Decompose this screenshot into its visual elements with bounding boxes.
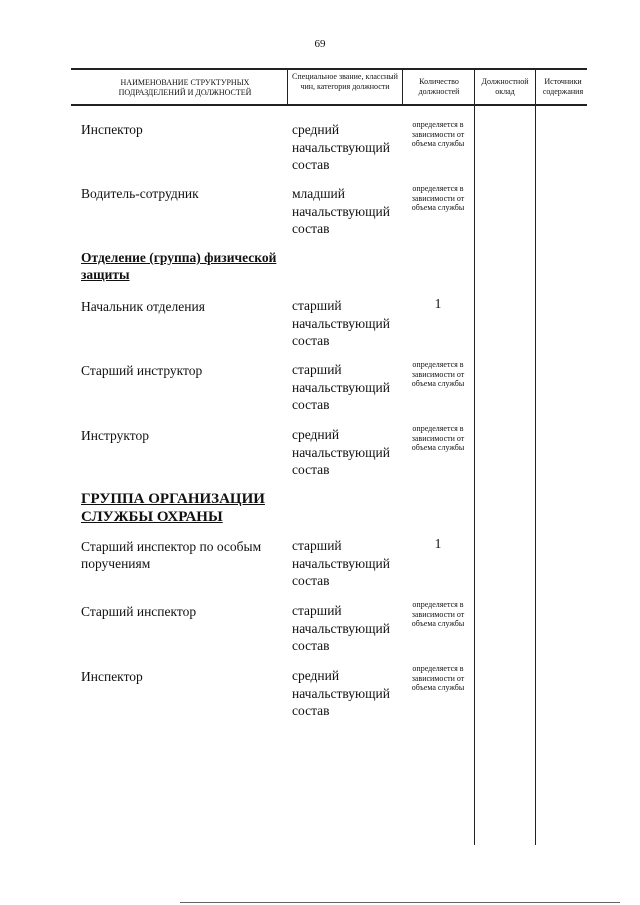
column-divider (287, 68, 288, 105)
position-name: Водитель-сотрудник (81, 186, 199, 201)
column-divider (535, 68, 536, 845)
position-quantity: 1 (434, 536, 442, 551)
position-rank: средний начальствующий состав (292, 668, 390, 718)
position-quantity: определяется в зависимости от объема службы (411, 664, 465, 692)
position-quantity: 1 (434, 296, 442, 311)
position-name: Инструктор (81, 428, 149, 443)
position-name: Инспектор (81, 122, 143, 137)
section-heading: ГРУППА ОРГАНИЗАЦИИ СЛУЖБЫ ОХРАНЫ (81, 491, 265, 525)
position-quantity: определяется в зависимости от объема службы (411, 360, 465, 388)
position-rank: старший начальствующий состав (292, 362, 390, 412)
position-quantity: определяется в зависимости от объема службы (411, 120, 465, 148)
position-name: Старший инструктор (81, 363, 203, 378)
position-quantity: определяется в зависимости от объема службы (411, 424, 465, 452)
page-number: 69 (314, 38, 326, 50)
column-divider (402, 68, 403, 105)
position-quantity: определяется в зависимости от объема службы (411, 600, 465, 628)
position-rank: старший начальствующий состав (292, 603, 390, 653)
section-heading: Отделение (группа) физической защиты (81, 250, 277, 282)
position-rank: младший начальствующий состав (292, 186, 390, 236)
column-divider (474, 68, 475, 845)
position-quantity: определяется в зависимости от объема службы (411, 184, 465, 212)
bottom-rule (180, 902, 620, 903)
header-bottom-border (71, 104, 587, 106)
header-col-rank: Специальное звание, классный чин, категория должности (292, 72, 398, 91)
header-col-name: НАИМЕНОВАНИЕ СТРУКТУРНЫХ ПОДРАЗДЕЛЕНИЙ И ДОЛЖНОСТЕЙ (118, 78, 252, 97)
position-rank: старший начальствующий состав (292, 538, 390, 588)
header-col-quantity: Количество должностей (418, 77, 460, 96)
position-rank: старший начальствующий состав (292, 298, 390, 348)
position-name: Старший инспектор по особым поручениям (81, 539, 262, 571)
header-col-salary: Должностной оклад (481, 77, 529, 96)
position-rank: средний начальствующий состав (292, 122, 390, 172)
position-name: Инспектор (81, 669, 143, 684)
table-top-border (71, 68, 587, 70)
header-col-source: Источники содержания (542, 77, 584, 96)
position-rank: средний начальствующий состав (292, 427, 390, 477)
position-name: Старший инспектор (81, 604, 197, 619)
position-name: Начальник отделения (81, 299, 205, 314)
